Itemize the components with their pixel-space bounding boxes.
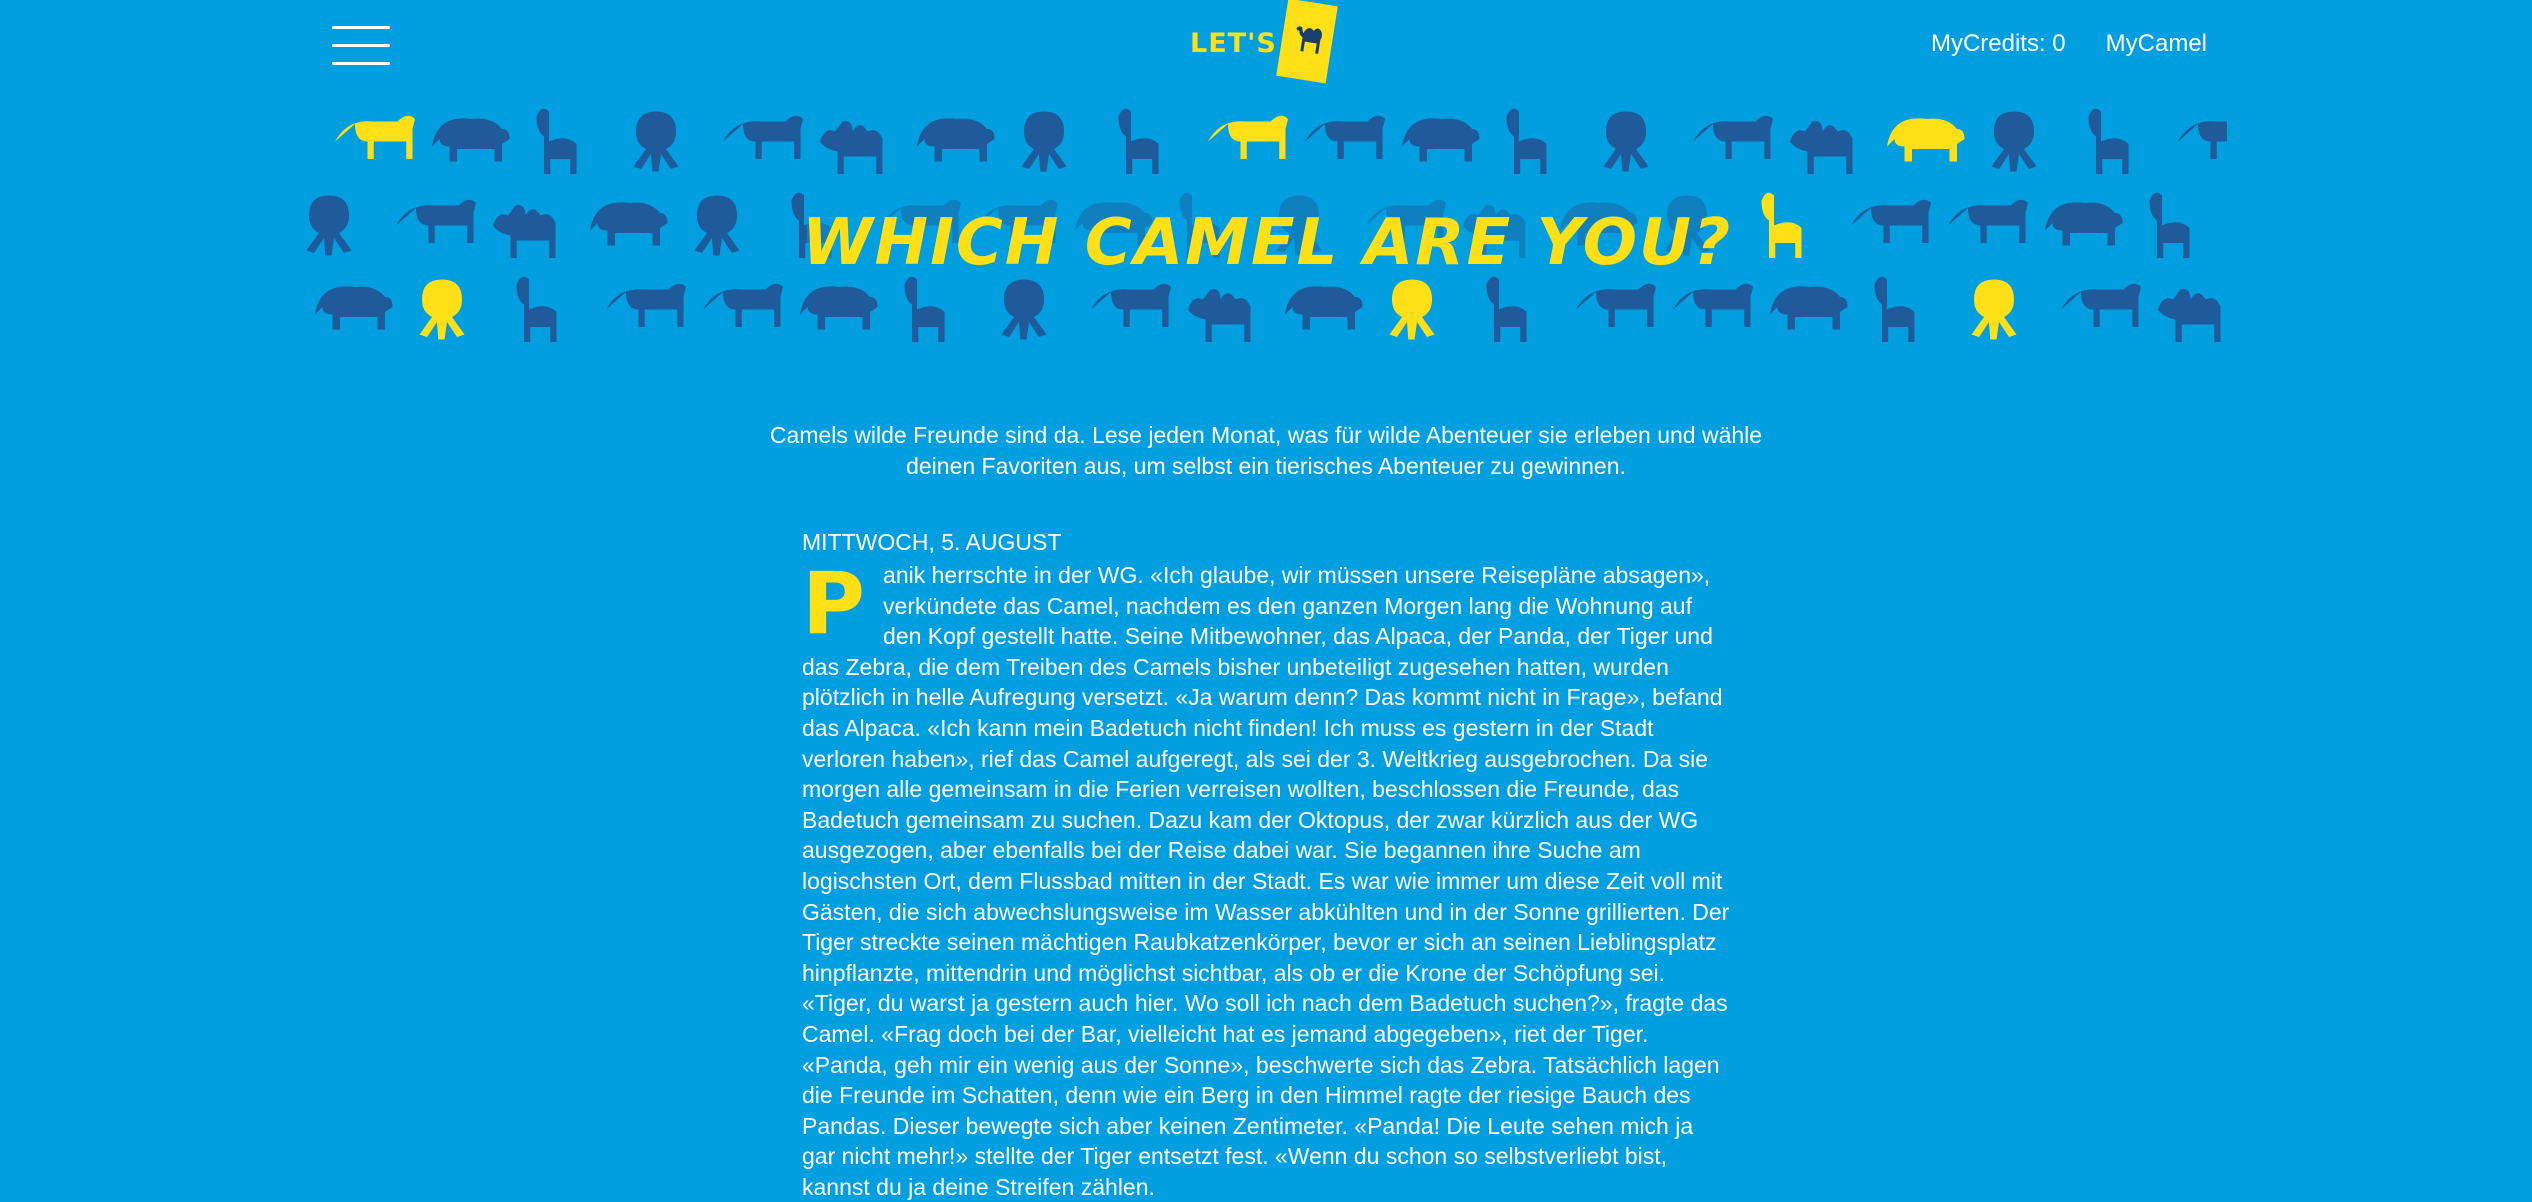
- alpaca-icon: [1507, 109, 1547, 174]
- octo-icon: [634, 112, 679, 172]
- camel-icon: [1790, 121, 1853, 174]
- zebra-icon: [1576, 284, 1656, 327]
- zebra-icon: [1091, 284, 1171, 327]
- story-date: MITTWOCH, 5. AUGUST: [802, 529, 1062, 555]
- zebra-icon: [1208, 116, 1288, 159]
- intro-text: Camels wilde Freunde sind da. Lese jeden Monat, was für wilde Abenteuer sie erleben und wähle deinen Favoriten aus, um selbst ein tierisches Abenteuer zu gewinnen.: [769, 422, 1763, 479]
- hero-banner: [307, 96, 2227, 351]
- logo-text: LET'S: [1190, 28, 1277, 59]
- octo-icon: [1022, 112, 1067, 172]
- camel-icon: [2158, 289, 2221, 342]
- alpaca-icon: [517, 277, 557, 342]
- bear-icon: [800, 286, 878, 329]
- octo-icon: [1390, 280, 1435, 340]
- camel-icon: [1282, 13, 1331, 69]
- bear-icon: [1887, 118, 1965, 161]
- zebra-icon: [2178, 116, 2227, 159]
- octo-icon: [1992, 112, 2037, 172]
- zebra-icon: [1305, 116, 1385, 159]
- alpaca-icon: [1875, 277, 1915, 342]
- top-bar: [0, 0, 2532, 92]
- alpaca-icon: [2089, 109, 2129, 174]
- zebra-icon: [723, 116, 803, 159]
- zebra-icon: [1693, 116, 1773, 159]
- mycamel-link[interactable]: MyCamel: [2105, 30, 2207, 57]
- bear-icon: [1285, 286, 1363, 329]
- bear-icon: [315, 286, 393, 329]
- top-nav: [1931, 30, 2207, 58]
- zebra-icon: [1673, 284, 1753, 327]
- mycredits-link[interactable]: MyCredits: 0: [1930, 30, 2066, 57]
- zebra-icon: [606, 284, 686, 327]
- alpaca-icon: [1119, 109, 1159, 174]
- alpaca-icon: [537, 109, 577, 174]
- octo-icon: [1002, 280, 1047, 340]
- camel-icon: [1188, 289, 1251, 342]
- story-text: anik herrschte in der WG. «Ich glaube, wir müssen unsere Reisepläne absagen», verkündete das Camel, nachdem es den ganzen Morgen lang die Wohnung auf den Kopf gestellt hatte. Seine Mitbewohner, das Alpaca, der Panda, der Tiger und das Zebra, die dem Treiben des Camels bisher unbeteiligt zugesehen hatten, wurden plötzlich in helle Aufregung versetzt. «Ja warum denn? Das kommt nicht in Frage», befand das Alpaca. «Ich kann mein Badetuch nicht finden! Ich muss es gestern in der Stadt verloren haben», rief das Camel aufgeregt, als sei der 3. Weltkrieg ausgebrochen. Da sie morgen alle gemeinsam in die Ferien verreisen wollten, beschlossen die Freunde, das Badetuch gemeinsam zu suchen. Dazu kam der Oktopus, der zwar kürzlich aus der WG ausgezogen, aber ebenfalls bei der Reise dabei war. Sie begannen ihre Suche am logischsten Ort, dem Flussbad mitten in der Stadt. Es war wie immer um diese Zeit voll mit Gästen, die sich abwechslungsweise im Wasser abkühlten und in der Sonne grillierten. Der Tiger streckte seinen mächtigen Raubkatzenkörper, bevor er sich an seinen Lieblingsplatz hinpflanzte, mittendrin und möglichst sichtbar, als ob er die Krone der Schöpfung sei. «Tiger, du warst ja gestern auch hier. Wo soll ich nach dem Badetuch suchen?», fragte das Camel. «Frag doch bei der Bar, vielleicht hat es jemand abgegeben», riet der Tiger. «Panda, geh mir ein wenig aus der Sonne», beschwerte sich das Zebra. Tatsächlich lagen die Freunde im Schatten, denn wie ein Berg in den Himmel ragte der riesige Bauch des Pandas. Dieser bewegte sich aber keinen Zentimeter. «Panda! Die Leute sehen mich ja gar nicht mehr!» stellte der Tiger entsetzt fest. «Wenn du schon so selbstverliebt bist, kannst du ja deine Streifen zählen.: [802, 562, 1730, 1200]
- alpaca-icon: [905, 277, 945, 342]
- octo-icon: [420, 280, 465, 340]
- bear-icon: [917, 118, 995, 161]
- drop-cap: P: [802, 554, 866, 654]
- zebra-icon: [335, 116, 415, 159]
- logo[interactable]: [1190, 0, 1342, 86]
- octo-icon: [1604, 112, 1649, 172]
- zebra-icon: [703, 284, 783, 327]
- story-article: [802, 527, 1732, 1202]
- banner-title: WHICH CAMEL ARE YOU?: [801, 206, 1733, 280]
- hamburger-menu-icon[interactable]: [332, 26, 390, 66]
- octo-icon: [1972, 280, 2017, 340]
- bear-icon: [1402, 118, 1480, 161]
- bear-icon: [432, 118, 510, 161]
- logo-badge: [1276, 0, 1338, 83]
- bear-icon: [1770, 286, 1848, 329]
- alpaca-icon: [1487, 277, 1527, 342]
- camel-icon: [820, 121, 883, 174]
- zebra-icon: [2061, 284, 2141, 327]
- story-body: [802, 554, 1732, 1202]
